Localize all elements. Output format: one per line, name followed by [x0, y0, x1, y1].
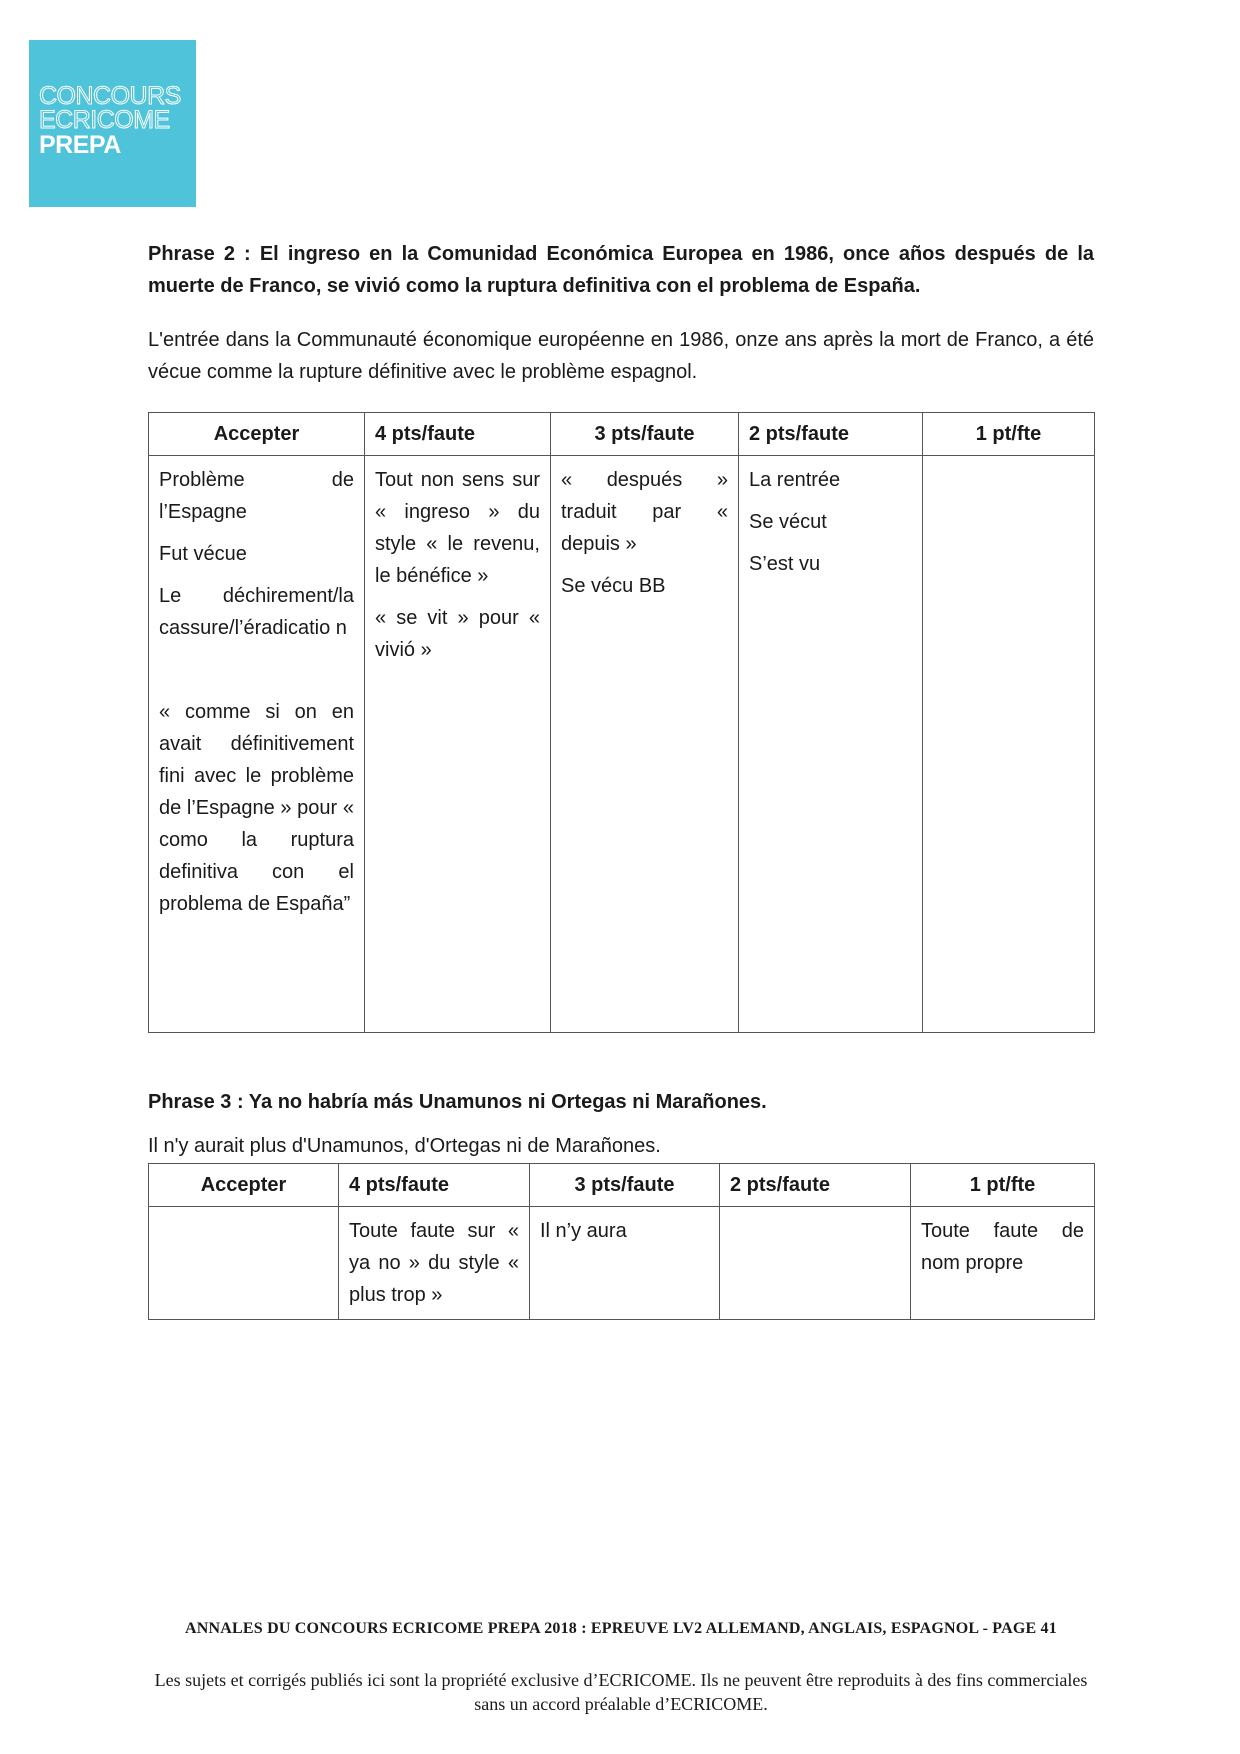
footer-notice: Les sujets et corrigés publiés ici sont la propriété exclusive d’ECRICOME. Ils ne peuvent être reproduits à des fins commerciales sans un accord préalable d’ECRICOME.: [154, 1670, 1088, 1714]
phrase2-title: Phrase 2 : El ingreso en la Comunidad Económica Europea en 1986, once años después de la muerte de Franco, se vivió como la ruptura definitiva con el problema de España.: [148, 243, 1094, 297]
phrase2-translation: L'entrée dans la Communauté économique européenne en 1986, onze ans après la mort de Franco, a été vécue comme la rupture définitive avec le problème espagnol.: [148, 329, 1094, 383]
pts4-item: « se vit » pour « vivió »: [375, 607, 540, 661]
ecricome-logo: [29, 40, 196, 207]
phrase3-title: Phrase 3 : Ya no habría más Unamunos ni Ortegas ni Marañones.: [148, 1091, 767, 1113]
pts3-item: Se vécu BB: [561, 575, 666, 597]
phrase2-section: [148, 238, 1094, 302]
pts4-item: Tout non sens sur « ingreso » du style « le revenu, le bénéfice »: [375, 469, 540, 587]
header-4pts: 4 pts/faute: [365, 413, 551, 456]
logo-line-concours: CONCOURS: [39, 82, 181, 110]
cell-2pts: [739, 456, 923, 1033]
accepter-item: « comme si on en avait définitivement fini avec le problème de l’Espagne » pour « como la ruptura definitiva con el problema de España”: [159, 701, 354, 915]
accepter-item: Problème de l’Espagne: [159, 469, 354, 523]
phrase2-grading-table: [148, 412, 1095, 1033]
header-2pts: 2 pts/faute: [720, 1164, 911, 1207]
header-1pt: 1 pt/fte: [911, 1164, 1095, 1207]
header-1pt: 1 pt/fte: [923, 413, 1095, 456]
phrase2-translation-block: [148, 324, 1094, 388]
footer-title: ANNALES DU CONCOURS ECRICOME PREPA 2018 : EPREUVE LV2 ALLEMAND, ANGLAIS, ESPAGNOL - PAGE 41: [185, 1620, 1057, 1637]
pts2-item: S’est vu: [749, 553, 821, 575]
cell-1pt: [923, 456, 1095, 1033]
logo-line-ecricome: ECRICOME: [39, 106, 170, 134]
header-2pts: 2 pts/faute: [739, 413, 923, 456]
cell-accepter: [149, 456, 365, 1033]
table-header-row: [149, 413, 1095, 456]
cell-4pts: [365, 456, 551, 1033]
logo-line-prepa: PREPA: [39, 131, 121, 159]
header-3pts: 3 pts/faute: [551, 413, 739, 456]
phrase3-translation: Il n'y aurait plus d'Unamunos, d'Ortegas ni de Marañones.: [148, 1135, 661, 1157]
header-accepter: Accepter: [149, 413, 365, 456]
header-3pts: 3 pts/faute: [530, 1164, 720, 1207]
accepter-item: Fut vécue: [159, 543, 247, 565]
pts3-item: « después » traduit par « depuis »: [561, 469, 728, 555]
table-row: [149, 456, 1095, 1033]
cell-2pts: [720, 1207, 911, 1320]
cell-3pts: [551, 456, 739, 1033]
table-row: [149, 1207, 1095, 1320]
phrase3-grading-table: [148, 1163, 1095, 1320]
cell-1pt: Toute faute de nom propre: [911, 1207, 1095, 1320]
phrase3-section: [148, 1086, 1094, 1118]
accepter-item: Le déchirement/la cassure/l’éradicatio n: [159, 585, 354, 639]
cell-3pts: Il n’y aura: [530, 1207, 720, 1320]
header-4pts: 4 pts/faute: [339, 1164, 530, 1207]
table-header-row: [149, 1164, 1095, 1207]
cell-accepter: [149, 1207, 339, 1320]
pts2-item: Se vécut: [749, 511, 827, 533]
phrase3-translation-block: [148, 1130, 1094, 1162]
cell-4pts: Toute faute sur « ya no » du style « plus trop »: [339, 1207, 530, 1320]
pts2-item: La rentrée: [749, 469, 841, 491]
header-accepter: Accepter: [149, 1164, 339, 1207]
